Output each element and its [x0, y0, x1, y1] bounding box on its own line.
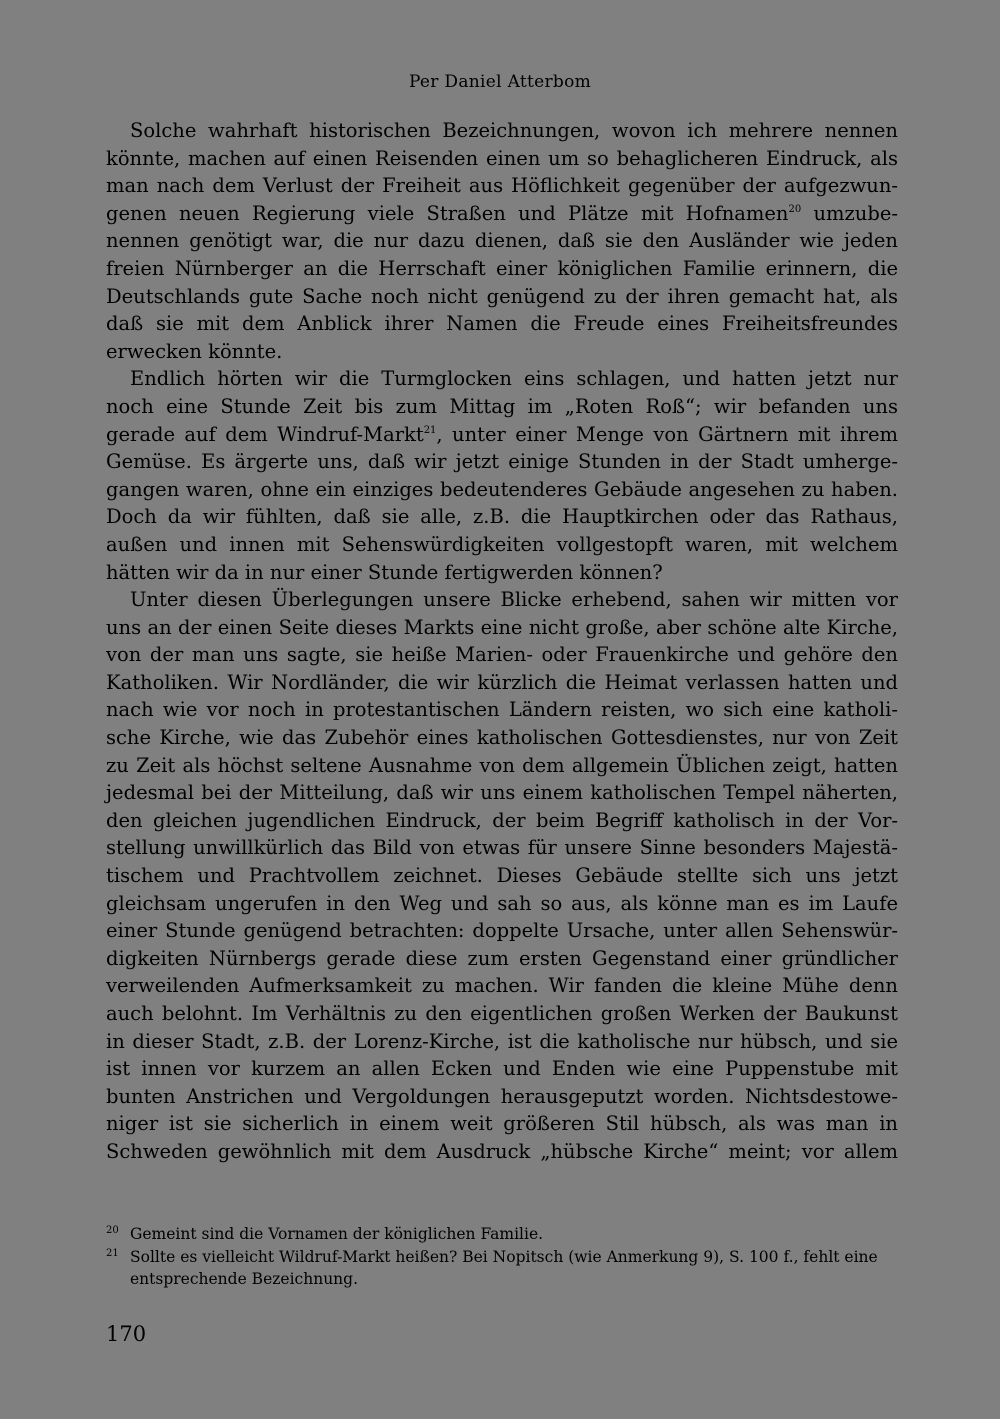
text-line: sche Kirche, wie das Zubehör eines katholischen Gottesdienstes, nur von Zeit: [106, 726, 898, 750]
text-line: außen und innen mit Sehenswürdigkeiten vollgestopft waren, mit welchem: [106, 532, 898, 556]
text-line: tischem und Prachtvollem zeichnet. Dieses Gebäude stellte sich uns jetzt: [106, 864, 898, 888]
text-line: [106, 200, 898, 228]
text-line: bunten Anstrichen und Vergoldungen herausgeputzt worden. Nichtsdestowe-: [106, 1084, 898, 1108]
footnote: [106, 1223, 898, 1246]
text-line: Katholiken. Wir Nordländer, die wir kürzlich die Heimat verlassen hatten und: [106, 670, 898, 694]
text-line: verweilenden Aufmerksamkeit zu machen. Wir fanden die kleine Mühe denn: [106, 974, 898, 998]
footnote-text: [130, 1246, 898, 1291]
text-line: auch belohnt. Im Verhältnis zu den eigentlichen großen Werken der Baukunst: [106, 1002, 898, 1025]
text-line: gleichsam ungerufen in den Weg und sah so aus, als könne man es im Laufe: [106, 891, 898, 915]
text-segment: gerade auf dem Windruf-Markt: [106, 422, 424, 446]
text-line: Gemüse. Es ärgerte uns, daß wir jetzt einige Stunden in der Stadt umherge-: [106, 450, 898, 474]
text-line: in dieser Stadt, z.B. der Lorenz-Kirche, ist die katholische nur hübsch, und sie: [106, 1029, 898, 1053]
text-line: digkeiten Nürnbergs gerade diese zum ersten Gegenstand einer gründlicher: [106, 946, 898, 970]
text-line: Unter diesen Überlegungen unsere Blicke erhebend, sahen wir mitten vor: [130, 588, 898, 612]
text-line: ist innen vor kurzem an allen Ecken und Enden wie eine Puppenstube mit: [106, 1057, 898, 1081]
text-line: nennen genötigt war, die nur dazu dienen, daß sie den Ausländer wie jeden: [106, 229, 898, 253]
text-line: [106, 421, 898, 449]
text-segment: genen neuen Regierung viele Straßen und Plätze mit Hofnamen: [106, 201, 789, 225]
paragraph: [106, 365, 898, 586]
text-line: man nach dem Verlust der Freiheit aus Höflichkeit gegenüber der aufgezwun-: [106, 174, 898, 198]
paragraph: [106, 117, 898, 365]
text-line: noch eine Stunde Zeit bis zum Mittag im „Roten Roß“; wir befanden uns: [106, 394, 898, 418]
text-line: daß sie mit dem Anblick ihrer Namen die Freude eines Freiheitsfreundes: [106, 312, 898, 336]
footnote-line: Sollte es vielleicht Wildruf-Markt heißen? Bei Nopitsch (wie Anmerkung 9), S. 100 f., fehlt eine: [130, 1247, 878, 1266]
text-line: erwecken könnte.: [106, 339, 283, 363]
text-line: Doch da wir fühlten, daß sie alle, z.B. die Hauptkirchen oder das Rathaus,: [106, 505, 898, 529]
main-text: [106, 117, 898, 1166]
text-line: hätten wir da in nur einer Stunde fertigwerden können?: [106, 560, 663, 584]
footnote-text: Gemeint sind die Vornamen der königlichen Familie.: [130, 1225, 544, 1243]
text-line: Solche wahrhaft historischen Bezeichnungen, wovon ich mehrere nennen: [130, 119, 898, 142]
text-line: niger ist sie sicherlich in einem weit größeren Stil hübsch, als was man in: [106, 1112, 898, 1136]
running-title: Per Daniel Atterbom: [408, 72, 592, 92]
footnote-reference: 20: [788, 203, 802, 215]
footnote-number: 21: [106, 1247, 119, 1259]
text-segment: umzube-: [801, 201, 898, 225]
text-line: gangen waren, ohne ein einziges bedeutenderes Gebäude angesehen zu haben.: [106, 477, 898, 501]
text-segment: , unter einer Menge von Gärtnern mit ihrem: [436, 422, 898, 446]
footnote: [106, 1246, 898, 1291]
text-line: Deutschlands gute Sache noch nicht genügend zu der ihren gemacht hat, als: [106, 284, 898, 308]
text-line: nach wie vor noch in protestantischen Ländern reisten, wo sich eine katholi-: [106, 698, 898, 722]
text-line: den gleichen jugendlichen Eindruck, der beim Begriff katholisch in der Vor-: [106, 808, 898, 832]
paragraph: [106, 586, 898, 1165]
text-line: zu Zeit als höchst seltene Ausnahme von dem allgemein Üblichen zeigt, hatten: [106, 753, 898, 777]
text-line: könnte, machen auf einen Reisenden einen um so behaglicheren Eindruck, als: [106, 146, 898, 170]
text-line: Schweden gewöhnlich mit dem Ausdruck „hübsche Kirche“ meint; vor allem: [106, 1139, 898, 1163]
text-line: uns an der einen Seite dieses Markts eine nicht große, aber schöne alte Kirche,: [106, 615, 898, 639]
footnote-reference: 21: [423, 424, 437, 436]
text-line: stellung unwillkürlich das Bild von etwas für unsere Sinne besonders Majestä-: [106, 836, 898, 860]
footnote-number: 20: [106, 1225, 119, 1236]
footnotes: [106, 1223, 898, 1291]
footnote-line: entsprechende Bezeichnung.: [130, 1270, 359, 1288]
text-line: einer Stunde genügend betrachten: doppelte Ursache, unter allen Sehenswür-: [106, 919, 898, 943]
text-line: Endlich hörten wir die Turmglocken eins schlagen, und hatten jetzt nur: [130, 367, 898, 391]
text-line: freien Nürnberger an die Herrschaft einer königlichen Familie erinnern, die: [106, 256, 898, 280]
text-line: jedesmal bei der Mitteilung, daß wir uns einem katholischen Tempel näherten,: [106, 781, 898, 805]
text-line: von der man uns sagte, sie heiße Marien- oder Frauenkirche und gehöre den: [106, 643, 898, 667]
page-number: 170: [106, 1322, 147, 1346]
